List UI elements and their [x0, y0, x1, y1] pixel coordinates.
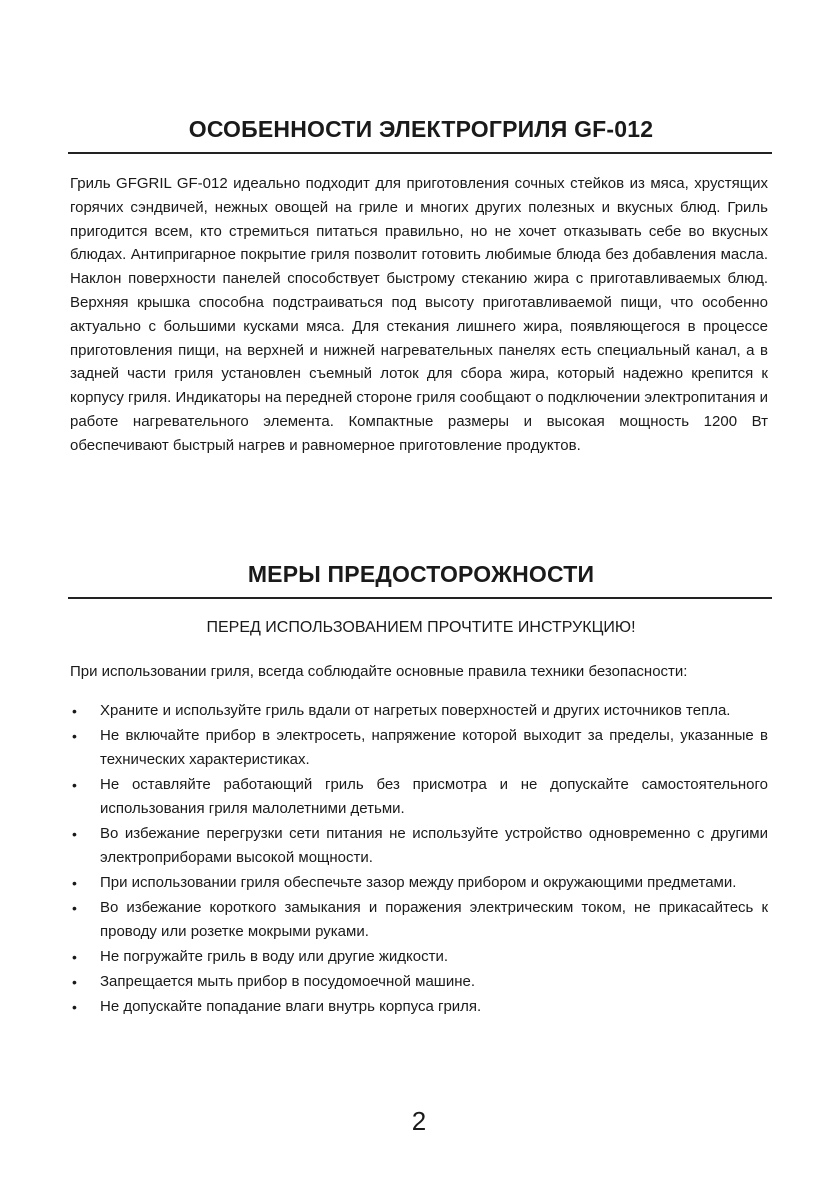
safety-intro: При использовании гриля, всегда соблюдайте основные правила техники безопасности: [70, 663, 688, 680]
bullet-icon: • [72, 728, 77, 744]
title-underline [68, 152, 772, 154]
read-instructions-subheading: ПЕРЕД ИСПОЛЬЗОВАНИЕМ ПРОЧТИТЕ ИНСТРУКЦИЮ! [206, 619, 636, 636]
bullet-icon: • [72, 875, 77, 891]
safety-list [70, 699, 768, 1020]
list-item-text: Запрещается мыть прибор в посудомоечной машине. [100, 973, 476, 990]
features-paragraph: Гриль GFGRIL GF-012 идеально подходит для приготовления сочных стейков из мяса, хрустящих горячих сэндвичей, нежных овощей на гриле и многих других полезных и вкусных блюд. Гриль пригодится всем, кто стремиться питаться правильно, но не хочет отказывать себе во вкусных блюдах. Антипригарное покрытие гриля позволит готовить любимые блюда без добавления масла. Наклон поверхности панелей способствует быстрому стеканию жира с приготавливаемых блюд. Верхняя крышка способна подстраиваться под высоту приготавливаемой пищи, что особенно актуально с большими кусками мяса. Для стекания лишнего жира, появляющегося в процессе приготовления пищи, на верхней и нижней нагревательных панелях есть специальный канал, а в задней части гриля установлен съемный лоток для сбора жира, который надежно крепится к корпусу гриля. Индикаторы на передней стороне гриля сообщают о подключении электропитания и работе нагревательного элемента. Компактные размеры и высокая мощность 1200 Вт обеспечивают быстрый нагрев и равномерное приготовление продуктов. [70, 175, 769, 454]
list-item [70, 699, 768, 723]
list-item-text: Во избежание перегрузки сети питания не используйте устройство одновременно с другими электроприборами высокой мощности. [100, 825, 768, 866]
list-item [70, 896, 768, 944]
list-item-text: Во избежание короткого замыкания и поражения электрическим током, не прикасайтесь к проводу или розетке мокрыми руками. [100, 899, 768, 940]
bullet-icon: • [72, 900, 77, 916]
list-item [70, 970, 768, 994]
bullet-icon: • [72, 703, 77, 719]
list-item-text: Не погружайте гриль в воду или другие жидкости. [100, 948, 449, 965]
bullet-icon: • [72, 777, 77, 793]
page-number: 2 [411, 1106, 427, 1136]
bullet-icon: • [72, 974, 77, 990]
list-item [70, 724, 768, 772]
list-item-text: Храните и используйте гриль вдали от нагретых поверхностей и других источников тепла. [100, 702, 731, 719]
bullet-icon: • [72, 999, 77, 1015]
bullet-icon: • [72, 949, 77, 965]
section-title-features: ОСОБЕННОСТИ ЭЛЕКТРОГРИЛЯ GF-012 [188, 116, 654, 142]
list-item [70, 871, 768, 895]
bullet-icon: • [72, 826, 77, 842]
list-item [70, 995, 768, 1019]
list-item [70, 773, 768, 821]
list-item-text: Не оставляйте работающий гриль без присмотра и не допускайте самостоятельного использования гриля малолетними детьми. [100, 776, 768, 817]
section-title-precautions: МЕРЫ ПРЕДОСТОРОЖНОСТИ [247, 561, 595, 587]
list-item-text: Не допускайте попадание влаги внутрь корпуса гриля. [100, 998, 482, 1015]
list-item-text: При использовании гриля обеспечьте зазор между прибором и окружающими предметами. [100, 874, 737, 891]
list-item [70, 822, 768, 870]
title-underline [68, 597, 772, 599]
list-item [70, 945, 768, 969]
list-item-text: Не включайте прибор в электросеть, напряжение которой выходит за пределы, указанные в технических характеристиках. [100, 727, 768, 768]
